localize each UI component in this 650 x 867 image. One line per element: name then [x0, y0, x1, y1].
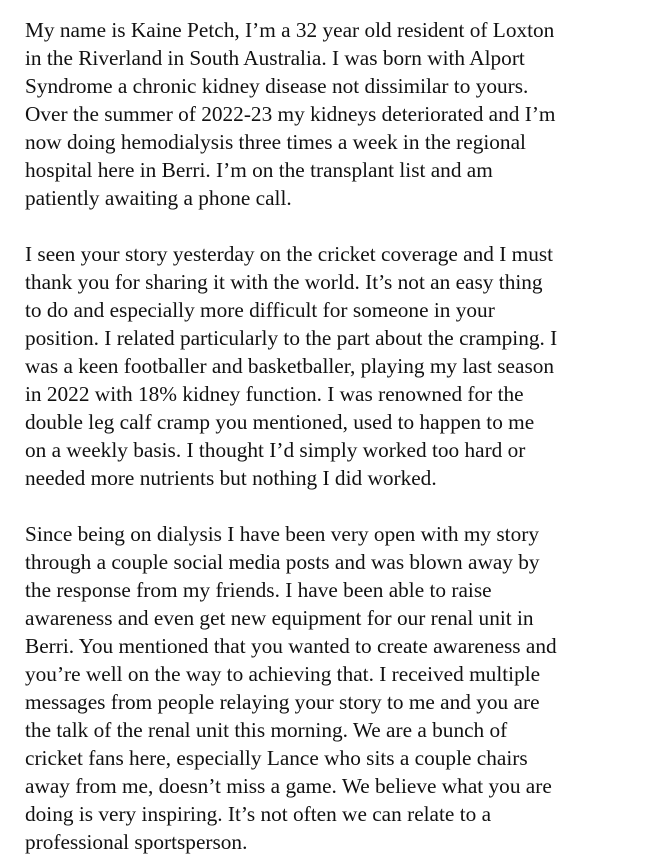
paragraph-line: cricket fans here, especially Lance who sits a couple chairs	[25, 746, 528, 770]
paragraph-line: Since being on dialysis I have been very open with my story	[25, 522, 539, 546]
paragraph-line: professional sportsperson.	[25, 830, 248, 854]
paragraph-line: the talk of the renal unit this morning. We are a bunch of	[25, 718, 508, 742]
paragraph-introduction	[25, 16, 630, 212]
paragraph-line: I seen your story yesterday on the cricket coverage and I must	[25, 242, 554, 266]
paragraph-line: away from me, doesn’t miss a game. We believe what you are	[25, 774, 552, 798]
paragraph-line: messages from people relaying your story to me and you are	[25, 690, 540, 714]
paragraph-line: hospital here in Berri. I’m on the transplant list and am	[25, 158, 493, 182]
paragraph-line: Berri. You mentioned that you wanted to create awareness and	[25, 634, 557, 658]
paragraph-cricket-coverage	[25, 240, 630, 492]
paragraph-line: doing is very inspiring. It’s not often we can relate to a	[25, 802, 492, 826]
paragraph-line: in the Riverland in South Australia. I was born with Alport	[25, 46, 525, 70]
paragraph-line: double leg calf cramp you mentioned, used to happen to me	[25, 410, 535, 434]
paragraph-line: Over the summer of 2022-23 my kidneys deteriorated and I’m	[25, 102, 556, 126]
paragraph-line: through a couple social media posts and was blown away by	[25, 550, 540, 574]
paragraph-dialysis-awareness	[25, 520, 630, 856]
paragraph-line: now doing hemodialysis three times a week in the regional	[25, 130, 526, 154]
paragraph-line: My name is Kaine Petch, I’m a 32 year old resident of Loxton	[25, 18, 555, 42]
paragraph-line: Syndrome a chronic kidney disease not dissimilar to yours.	[25, 74, 529, 98]
paragraph-line: awareness and even get new equipment for our renal unit in	[25, 606, 534, 630]
paragraph-line: needed more nutrients but nothing I did worked.	[25, 466, 437, 490]
paragraph-line: to do and especially more difficult for someone in your	[25, 298, 495, 322]
paragraph-line: the response from my friends. I have been able to raise	[25, 578, 492, 602]
paragraph-line: in 2022 with 18% kidney function. I was renowned for the	[25, 382, 524, 406]
paragraph-line: position. I related particularly to the part about the cramping. I	[25, 326, 558, 350]
paragraph-line: on a weekly basis. I thought I’d simply worked too hard or	[25, 438, 526, 462]
paragraph-line: was a keen footballer and basketballer, playing my last season	[25, 354, 555, 378]
paragraph-line: patiently awaiting a phone call.	[25, 186, 292, 210]
paragraph-line: you’re well on the way to achieving that. I received multiple	[25, 662, 541, 686]
paragraph-line: thank you for sharing it with the world. It’s not an easy thing	[25, 270, 543, 294]
